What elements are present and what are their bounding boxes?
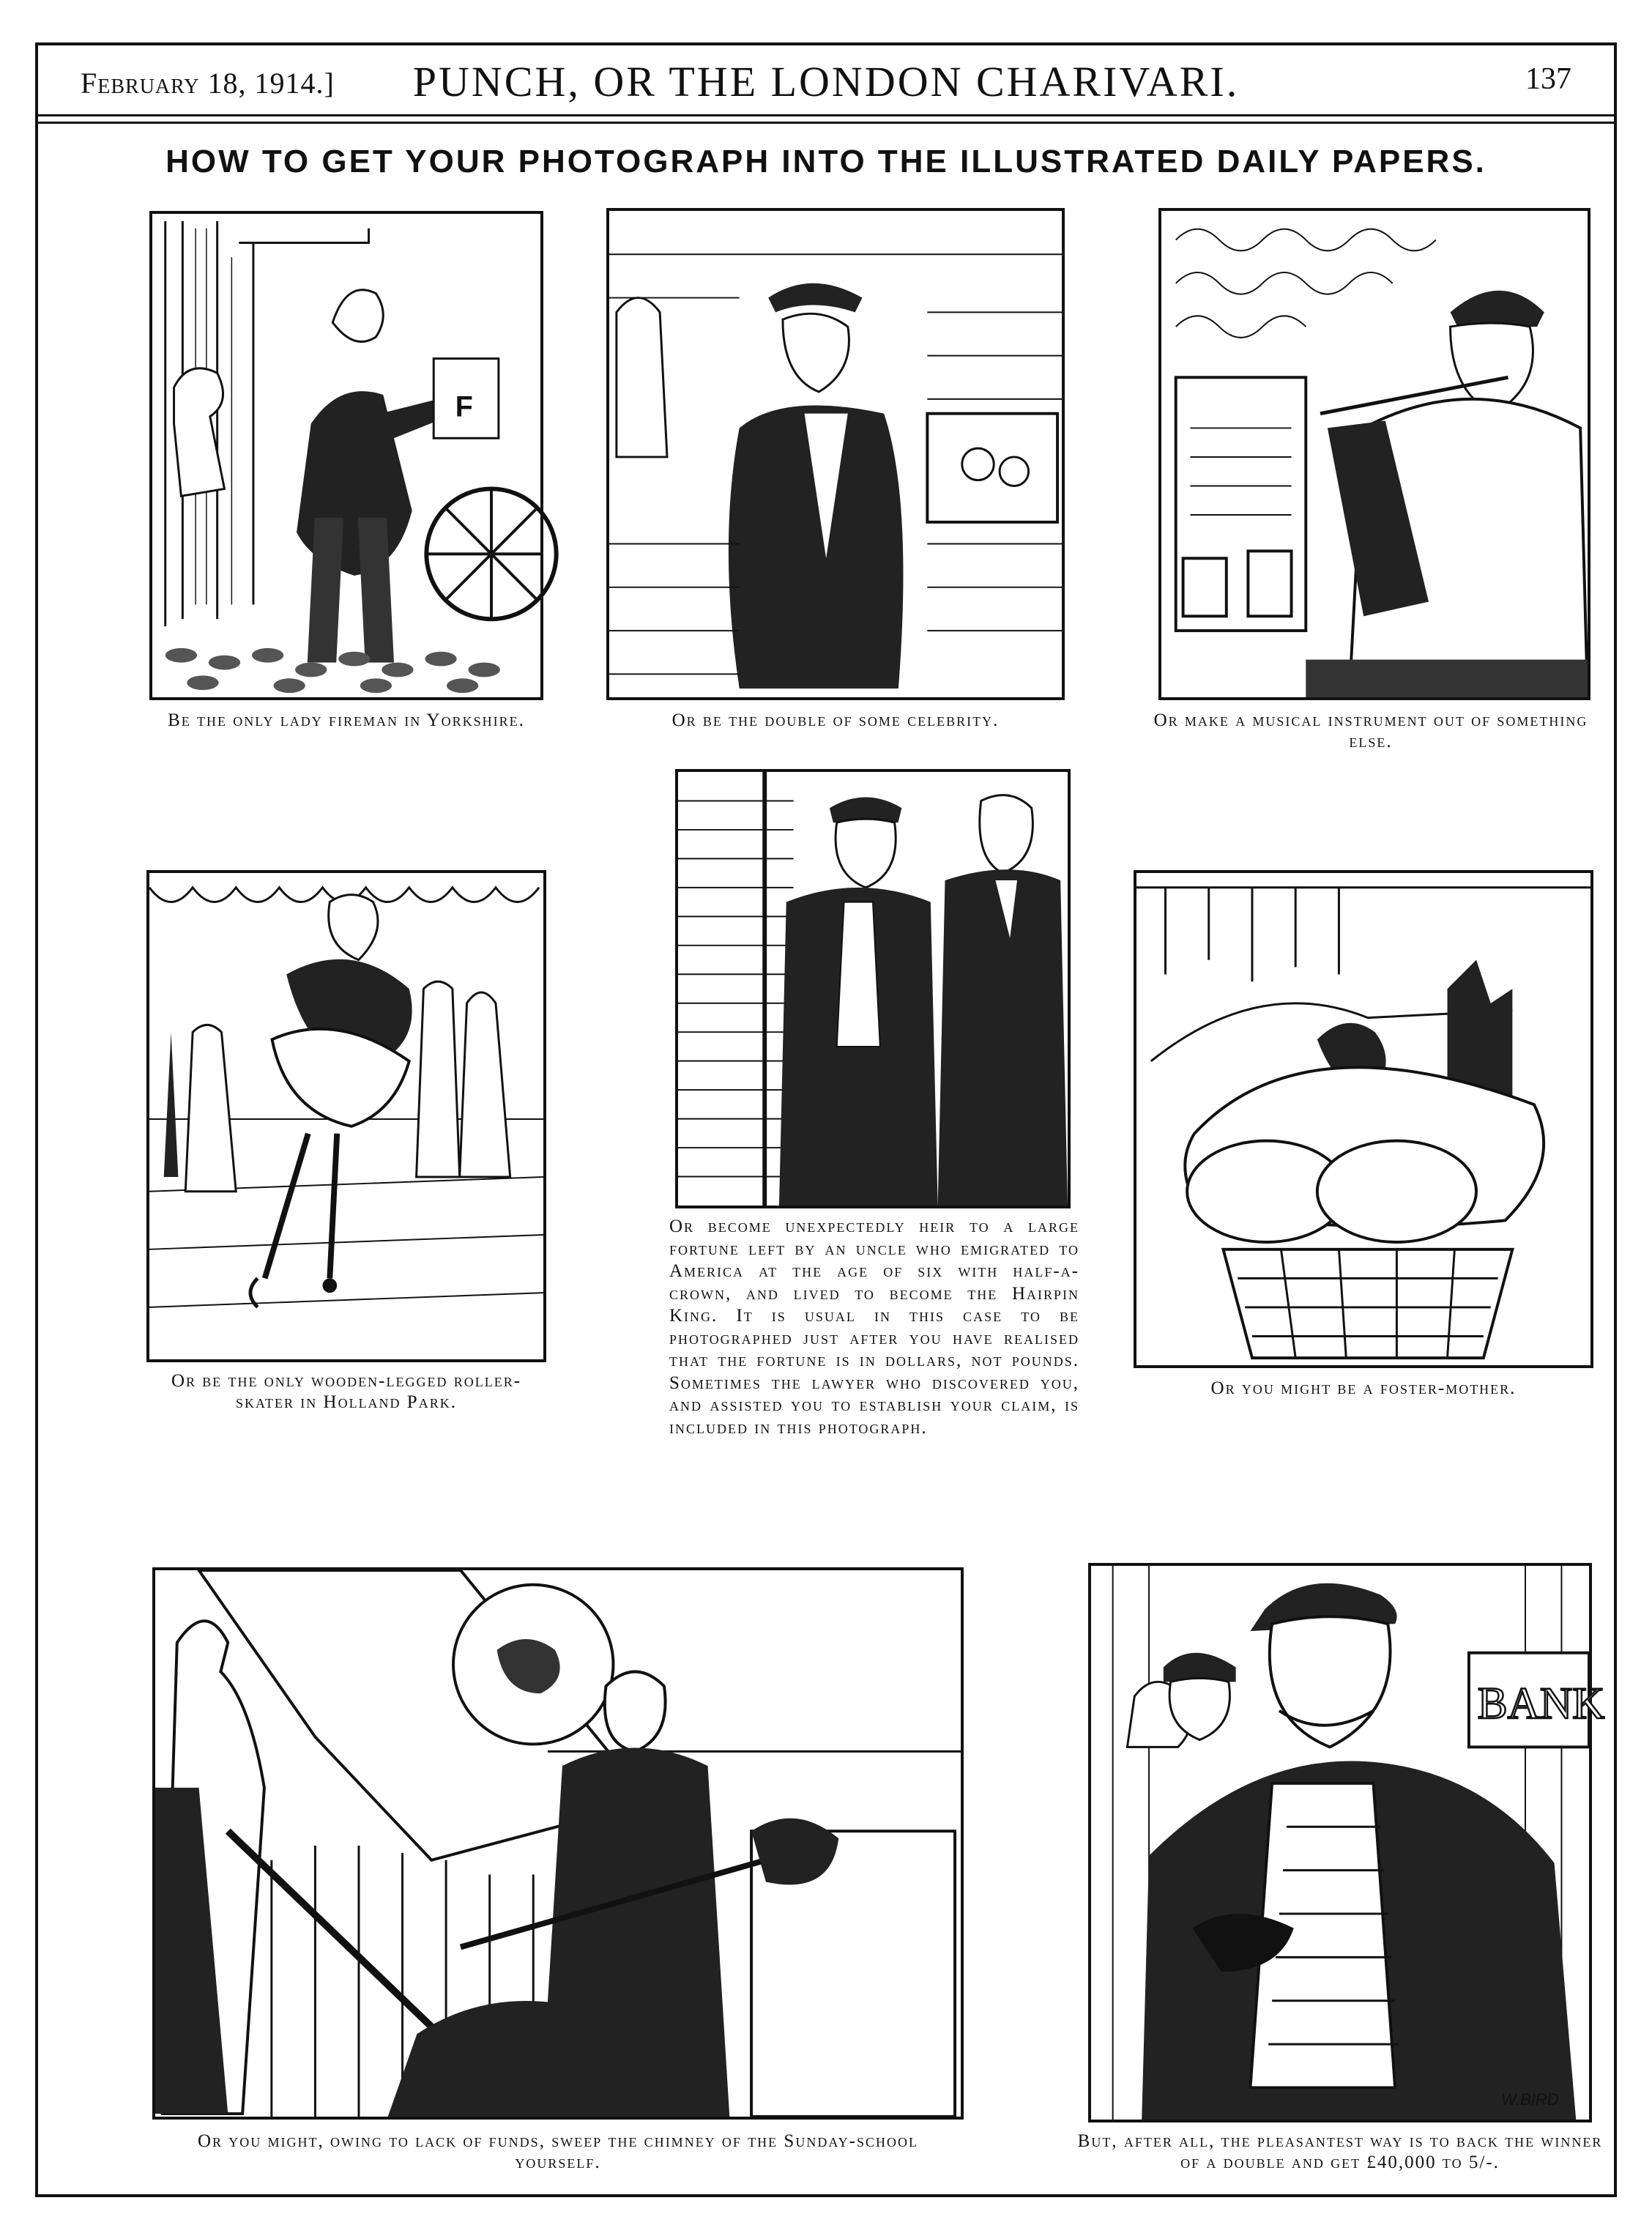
musician-illustration — [1161, 211, 1588, 697]
masthead: PUNCH, OR THE LONDON CHARIVARI. — [412, 58, 1240, 105]
panel-fireman — [149, 211, 543, 700]
caption-chimney-sweep: Or you might, owing to lack of funds, sweep the chimney of the Sunday-school yourself. — [197, 2131, 919, 2172]
bank-sign: BANK — [1477, 1678, 1605, 1728]
celebrity-illustration — [609, 211, 1062, 697]
panel-chimney-sweep — [152, 1567, 964, 2120]
panel-celebrity-double — [606, 208, 1065, 700]
panel-roller-skater — [146, 870, 546, 1362]
cartoon-headline: HOW TO GET YOUR PHOTOGRAPH INTO THE ILLUSTRATED DAILY PAPERS. — [165, 144, 1487, 179]
header-rule — [38, 114, 1614, 116]
panel-bank-winner — [1088, 1563, 1605, 2122]
fireman-illustration — [152, 214, 540, 697]
panel-musical-instrument — [1158, 208, 1590, 700]
panel-heir — [675, 769, 1071, 1208]
caption-celebrity-double: Or be the double of some celebrity. — [671, 710, 1000, 730]
bank-winner-illustration — [1091, 1566, 1605, 2120]
fire-alarm-letter: F — [455, 390, 473, 423]
heir-illustration — [678, 772, 1068, 1206]
page-frame — [35, 42, 1617, 2197]
chimney-sweep-illustration — [155, 1570, 961, 2117]
page-number: 137 — [1525, 62, 1571, 96]
artist-signature: W.BIRD — [1501, 2090, 1559, 2109]
header-rule-double — [38, 122, 1614, 124]
skater-illustration — [149, 873, 543, 1359]
caption-bank-winner: But, after all, the pleasantest way is to back the winner of a double and get £40,000 to 5/-. — [1077, 2131, 1603, 2172]
caption-musical-instrument: Or make a musical instrument out of something else. — [1153, 710, 1588, 751]
caption-roller-skater: Or be the only wooden-legged roller-skater in Holland Park. — [171, 1371, 522, 1412]
issue-date: February 18, 1914.] — [81, 67, 335, 100]
foster-mother-illustration — [1136, 873, 1590, 1365]
caption-heir: Or become unexpectedly heir to a large fortune left by an uncle who emigrated to America at the age of six with half-a-crown, and lived to become the Hairpin King. It is usual in this case to be photographed just after you have realised that the fortune is in dollars, not pounds. Sometimes the lawyer who discovered you, and assisted you to establish your claim, is included in this photograph. — [669, 1217, 1079, 1438]
running-header — [38, 45, 1614, 114]
caption-foster-mother: Or you might be a foster-mother. — [1210, 1378, 1517, 1398]
caption-fireman: Be the only lady fireman in Yorkshire. — [168, 710, 525, 730]
panel-foster-mother — [1134, 870, 1593, 1368]
